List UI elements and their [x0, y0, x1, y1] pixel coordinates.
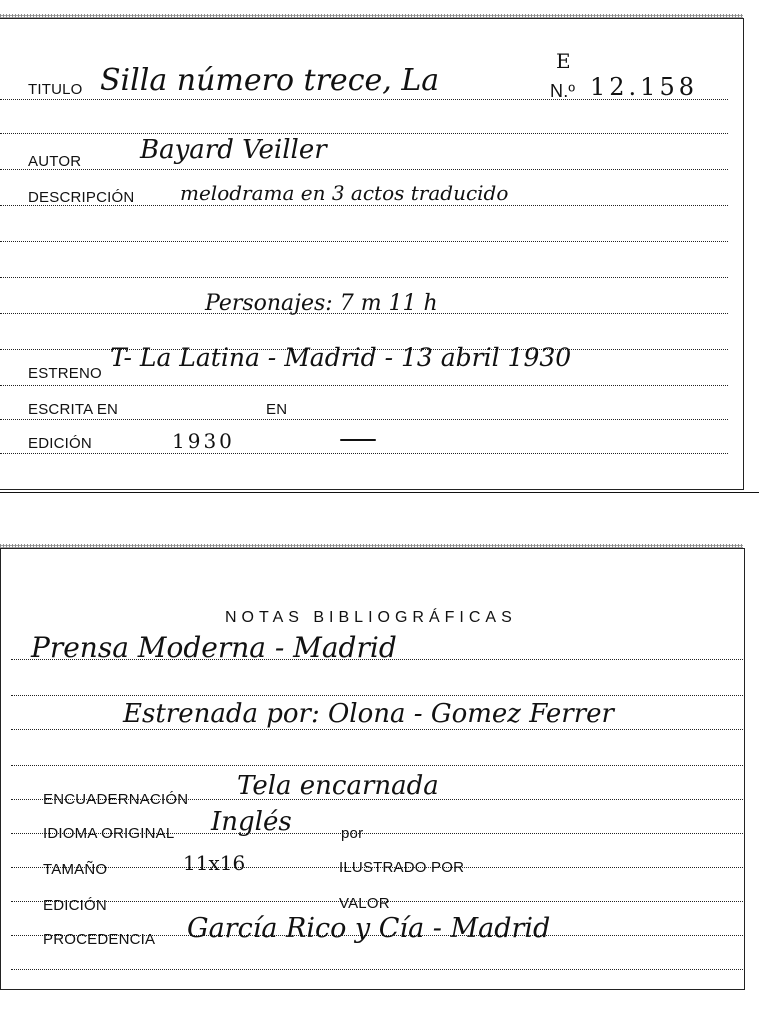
procedencia-label: PROCEDENCIA — [43, 931, 156, 948]
numero-value: 12.158 — [590, 73, 698, 101]
numero-mark: E — [556, 49, 571, 73]
idioma-value: Inglés — [211, 807, 292, 837]
descripcion-value: melodrama en 3 actos traducido — [180, 181, 509, 205]
numero-label: N.º — [550, 81, 576, 101]
valor-label: VALOR — [339, 895, 390, 912]
note-line-2: Estrenada por: Olona - Gomez Ferrer — [123, 699, 614, 729]
estreno-label: ESTRENO — [28, 365, 102, 382]
edicion-label: EDICIÓN — [28, 435, 92, 452]
en-label: EN — [266, 401, 288, 418]
catalog-card-bottom — [0, 548, 745, 990]
encuadernacion-label: ENCUADERNACIÓN — [43, 791, 189, 808]
tamano-value: 11x16 — [183, 851, 246, 875]
encuadernacion-value: Tela encarnada — [237, 771, 439, 801]
ink-stroke — [340, 439, 376, 441]
titulo-value: Silla número trece, La — [100, 63, 440, 98]
edicion-bottom-label: EDICIÓN — [43, 897, 107, 914]
idioma-label: IDIOMA ORIGINAL — [43, 825, 175, 842]
autor-value: Bayard Veiller — [140, 135, 327, 165]
tamano-label: TAMAÑO — [43, 861, 108, 878]
notas-heading: NOTAS BIBLIOGRÁFICAS — [225, 609, 517, 626]
estreno-value: T- La Latina - Madrid - 13 abril 1930 — [110, 343, 572, 372]
procedencia-value: García Rico y Cía - Madrid — [187, 913, 551, 944]
card-separator — [0, 492, 759, 493]
catalog-card-top — [0, 18, 744, 490]
escrita-en-label: ESCRITA EN — [28, 401, 119, 418]
por-label: por — [341, 825, 364, 842]
personajes-value: Personajes: 7 m 11 h — [205, 291, 438, 316]
descripcion-label: DESCRIPCIÓN — [28, 189, 135, 206]
autor-label: AUTOR — [28, 153, 82, 170]
titulo-label: TITULO — [28, 81, 83, 98]
note-line-1: Prensa Moderna - Madrid — [31, 631, 397, 664]
ilustrado-label: ILUSTRADO POR — [339, 859, 465, 876]
edicion-value: 1930 — [172, 429, 235, 453]
